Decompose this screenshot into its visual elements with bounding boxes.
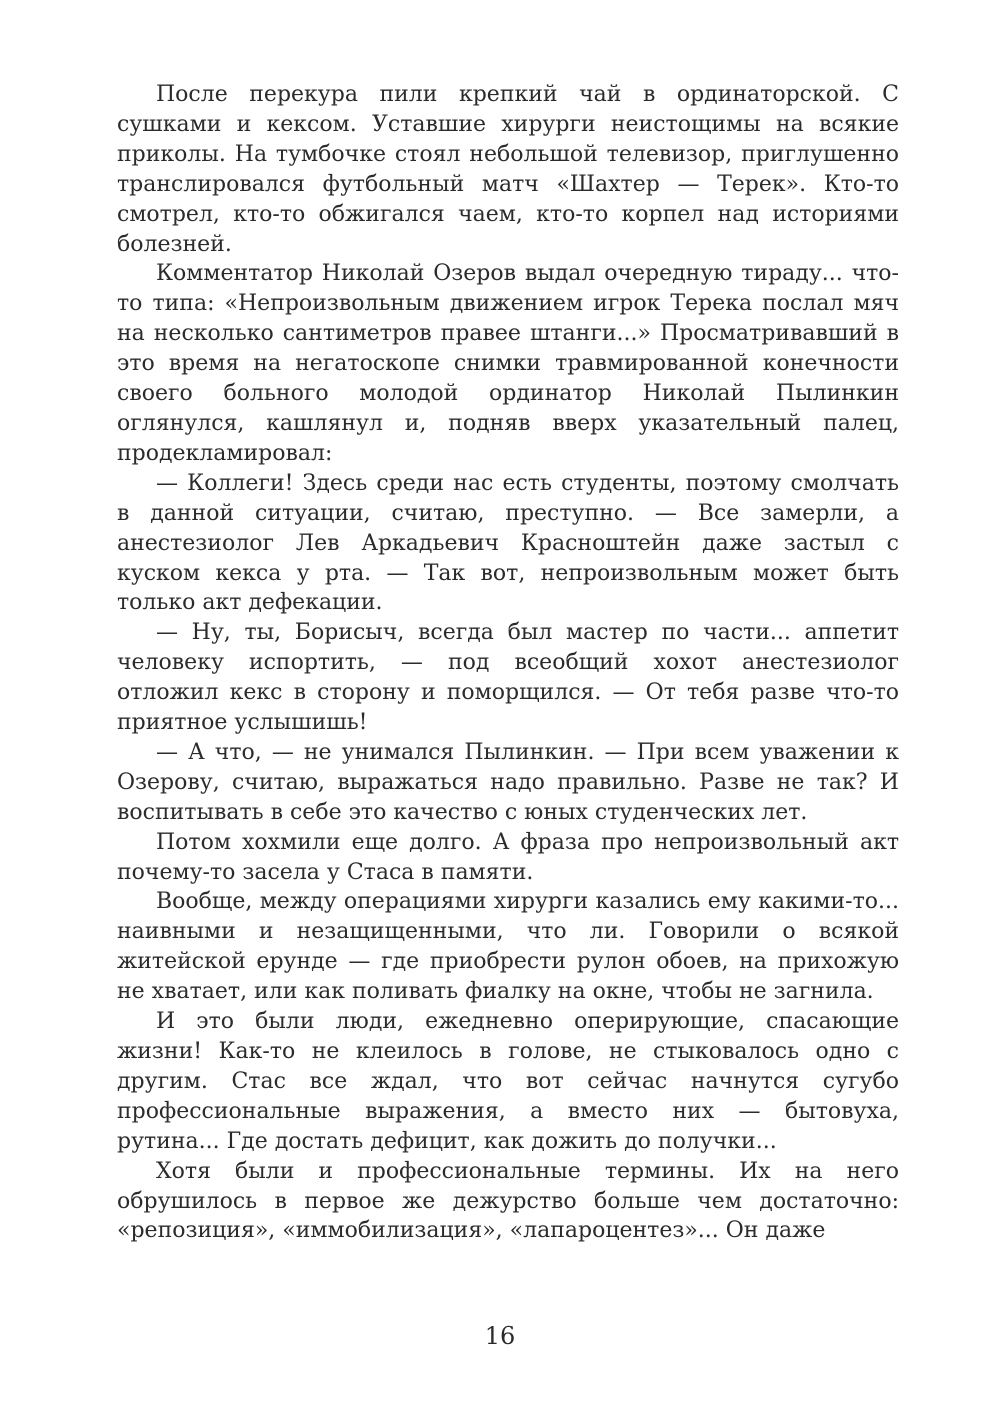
paragraph: После перекура пили крепкий чай в ординаторской. С сушками и кексом. Уставшие хирурги неистощимы на всякие приколы. На тумбочке стоял небольшой телевизор, приглушенно транслировался футбольный матч «Шахтер — Терек». Кто-то смотрел, кто-то обжигался чаем, кто-то корпел над историями болезней. (117, 82, 899, 257)
body-text (117, 80, 899, 1246)
paragraph: — Коллеги! Здесь среди нас есть студенты, поэтому смолчать в данной ситуации, считаю, преступно. — Все замерли, а анестезиолог Лев Аркадьевич Красноштейн даже застыл с куском кекса у рта. — Так вот, непроизвольным может быть только акт дефекации. (117, 470, 899, 616)
paragraph: Комментатор Николай Озеров выдал очередную тираду... что-то типа: «Непроизвольным движением игрок Терека послал мяч на несколько сантиметров правее штанги...» Просматривавший в это время на негатоскопе снимки травмированной конечности своего больного молодой ординатор Николай Пылинкин оглянулся, кашлянул и, подняв вверх указательный палец, продекламировал: (117, 261, 899, 466)
paragraph: Хотя были и профессиональные термины. Их на него обрушилось в первое же дежурство больше чем достаточно: «репозиция», «иммобилизация», «лапароцентез»... Он даже (117, 1158, 899, 1244)
paragraph: Вообще, между операциями хирурги казались ему какими-то... наивными и незащищенными, что ли. Говорили о всякой житейской ерунде — где приобрести рулон обоев, на прихожую не хватает, или как поливать фиалку на окне, чтобы не загнила. (117, 889, 899, 1005)
paragraph: — А что, — не унимался Пылинкин. — При всем уважении к Озерову, считаю, выражаться надо правильно. Разве не так? И воспитывать в себе это качество с юных студенческих лет. (117, 739, 899, 825)
paragraph: И это были люди, ежедневно оперирующие, спасающие жизни! Как-то не клеилось в голове, не стыковалось одно с другим. Стас все ждал, что вот сейчас начнутся сугубо профессиональные выражения, а вместо них — бытовуха, рутина... Где достать дефицит, как дожить до получки... (117, 1009, 899, 1154)
page-number: 16 (484, 1322, 516, 1350)
paragraph: — Ну, ты, Борисыч, всегда был мастер по части... аппетит человеку испортить, — под всеобщий хохот анестезиолог отложил кекс в сторону и поморщился. — От тебя разве что-то приятное услышишь! (117, 620, 899, 736)
paragraph: Потом хохмили еще долго. А фраза про непроизвольный акт почему-то засела у Стаса в памяти. (117, 829, 899, 885)
